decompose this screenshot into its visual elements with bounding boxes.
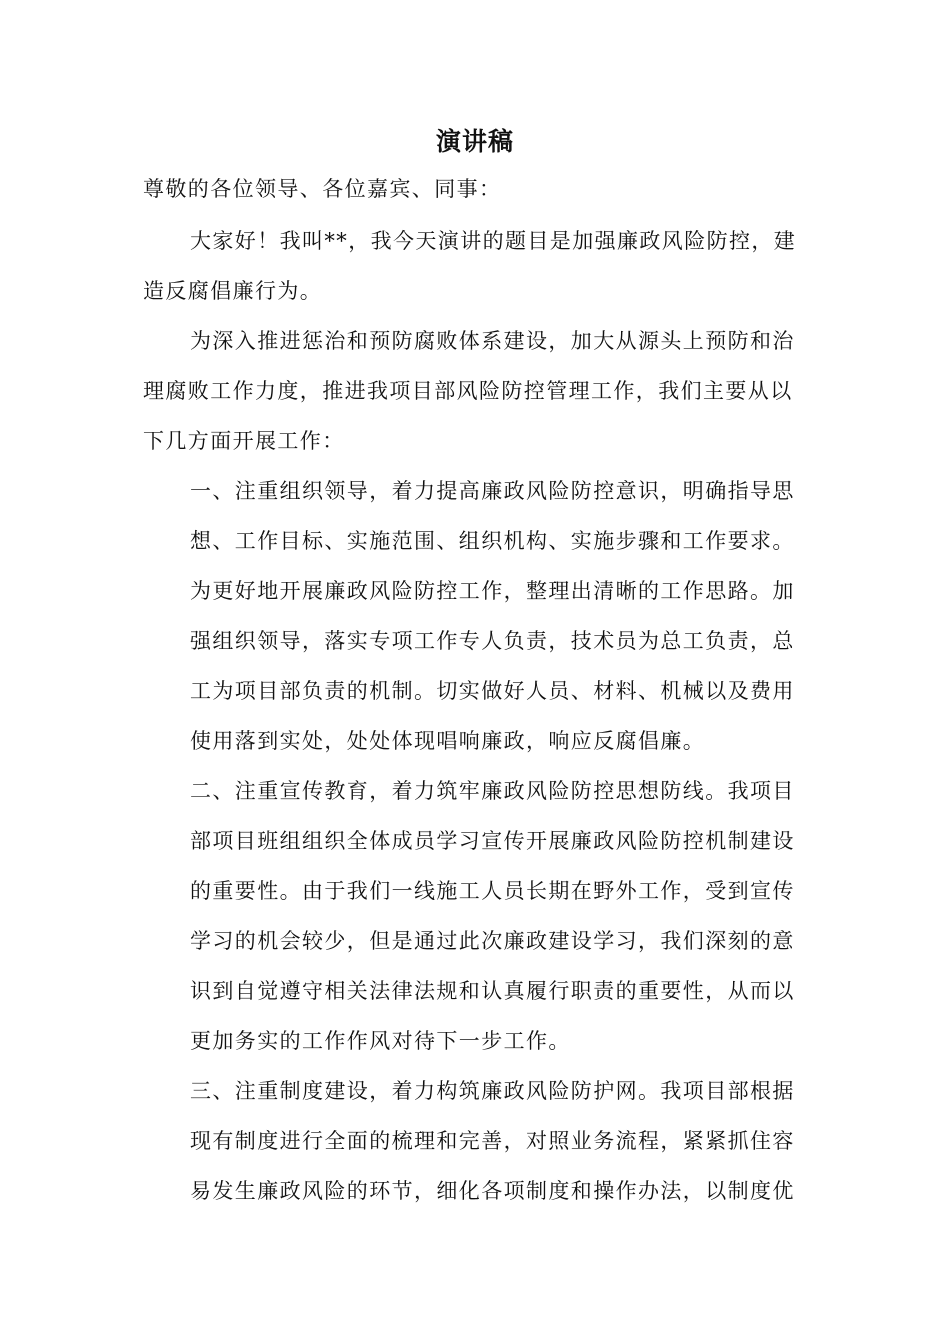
paragraph-line: 一、注重组织领导，着力提高廉政风险防控意识，明确指导思 — [190, 479, 795, 503]
paragraph-line: 为更好地开展廉政风险防控工作，整理出清晰的工作思路。加 — [190, 579, 795, 603]
paragraph-line: 工为项目部负责的机制。切实做好人员、材料、机械以及费用 — [190, 679, 795, 703]
paragraph-line: 造反腐倡廉行为。 — [143, 279, 323, 303]
paragraph-line: 学习的机会较少，但是通过此次廉政建设学习，我们深刻的意 — [190, 929, 795, 953]
paragraph-line: 现有制度进行全面的梳理和完善，对照业务流程，紧紧抓住容 — [190, 1129, 795, 1153]
salutation: 尊敬的各位领导、各位嘉宾、同事： — [143, 177, 502, 201]
paragraph-line: 强组织领导，落实专项工作专人负责，技术员为总工负责，总 — [190, 629, 795, 653]
paragraph-line: 大家好！我叫**，我今天演讲的题目是加强廉政风险防控，建 — [190, 229, 797, 253]
paragraph-line: 为深入推进惩治和预防腐败体系建设，加大从源头上预防和治 — [190, 329, 795, 353]
paragraph-line: 部项目班组组织全体成员学习宣传开展廉政风险防控机制建设 — [190, 829, 795, 853]
paragraph-line: 使用落到实处，处处体现唱响廉政，响应反腐倡廉。 — [190, 729, 706, 753]
paragraph-line: 下几方面开展工作： — [143, 429, 345, 453]
paragraph-line: 识到自觉遵守相关法律法规和认真履行职责的重要性，从而以 — [190, 979, 795, 1003]
paragraph-line: 三、注重制度建设，着力构筑廉政风险防护网。我项目部根据 — [190, 1079, 795, 1103]
paragraph-line: 的重要性。由于我们一线施工人员长期在野外工作，受到宣传 — [190, 879, 795, 903]
paragraph-line: 想、工作目标、实施范围、组织机构、实施步骤和工作要求。 — [190, 529, 795, 553]
document-title: 演讲稿 — [435, 127, 514, 156]
paragraph-line: 易发生廉政风险的环节，细化各项制度和操作办法，以制度优 — [190, 1179, 795, 1203]
paragraph-line: 更加务实的工作作风对待下一步工作。 — [190, 1029, 571, 1053]
paragraph-line: 理腐败工作力度，推进我项目部风险防控管理工作，我们主要从以 — [143, 379, 793, 403]
paragraph-line: 二、注重宣传教育，着力筑牢廉政风险防控思想防线。我项目 — [190, 779, 795, 803]
